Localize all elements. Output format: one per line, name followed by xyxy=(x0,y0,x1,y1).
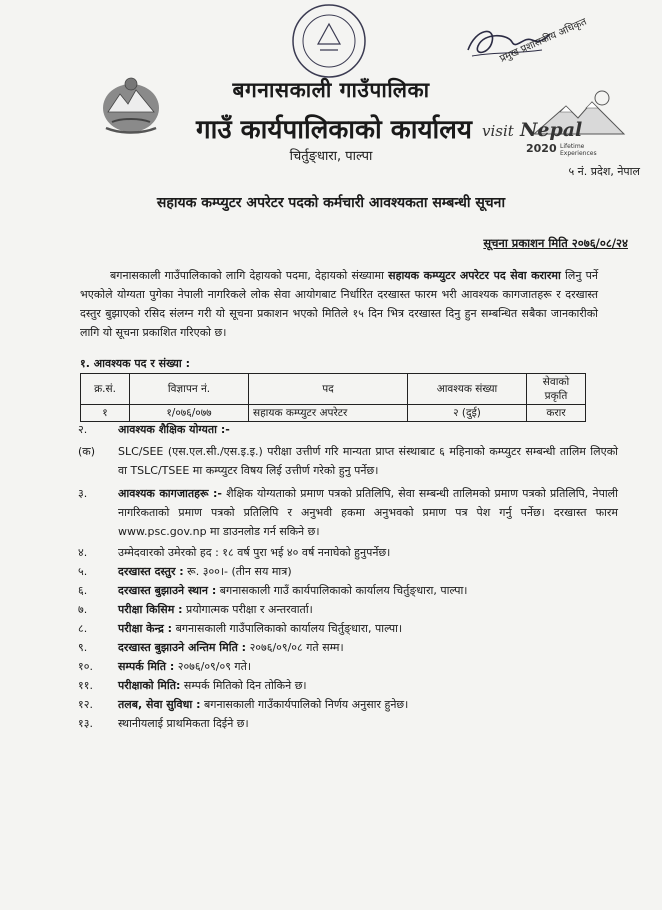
list-item xyxy=(78,562,618,581)
item-number: ७. xyxy=(78,603,88,616)
col-header: सेवाको प्रकृति xyxy=(527,374,586,405)
table-cell: १/०७६/०७७ xyxy=(130,405,249,422)
col-header: क्र.सं. xyxy=(81,374,130,405)
item-label: सम्पर्क मिति : xyxy=(118,660,175,673)
para-text: बगनासकाली गाउँपालिकाको लागि देहायको पदमा, देहायको संख्यामा xyxy=(110,269,389,282)
list-item xyxy=(78,442,618,480)
item-label: दरखास्त बुझाउने अन्तिम मिति : xyxy=(118,641,247,654)
item-number: ४. xyxy=(78,546,88,559)
list-item xyxy=(78,600,618,619)
item-label: परीक्षा केन्द्र : xyxy=(118,622,173,635)
item-number: (क) xyxy=(78,445,96,458)
vacancy-table xyxy=(80,373,586,422)
item-label: आवश्यक शैक्षिक योग्यता :- xyxy=(118,423,230,436)
item-label: दरखास्त बुझाउने स्थान : xyxy=(118,584,217,597)
item-number: ३. xyxy=(78,487,88,500)
table-row xyxy=(81,405,586,422)
item-label: परीक्षाको मिति: xyxy=(118,679,181,692)
item-text: बगनासकाली गाउँकार्यपालिको निर्णय अनुसार हुनेछ। xyxy=(200,698,409,711)
item-number: ९. xyxy=(78,641,88,654)
item-number: ५. xyxy=(78,565,88,578)
list-item xyxy=(78,484,618,541)
intro-paragraph xyxy=(80,266,598,342)
table-cell: १ xyxy=(81,405,130,422)
col-header: विज्ञापन नं. xyxy=(130,374,249,405)
office-stamp xyxy=(290,2,368,80)
item-text: SLC/SEE (एस.एल.सी./एस.इ.इ.) परीक्षा उत्तीर्ण गरि मान्यता प्राप्त संस्थाबाट ६ महिनाको कम्प्युटर सम्बन्धी तालिम लिएको वा TSLC/TSEE मा कम्प्युटर विषय लिई उत्तीर्ण गरेको हुनु पर्नेछ। xyxy=(118,445,618,477)
item-text: सम्पर्क मितिको दिन तोकिने छ। xyxy=(180,679,307,692)
item-number: १३. xyxy=(78,717,93,730)
table-header-row xyxy=(81,374,586,405)
col-header: पद xyxy=(249,374,408,405)
visit-logo-text: Nepal xyxy=(520,119,583,141)
list-item xyxy=(78,543,618,562)
item-number: १२. xyxy=(78,698,93,711)
table-cell: करार xyxy=(527,405,586,422)
item-text: रू. ३००।- (तीन सय मात्र) xyxy=(183,565,292,578)
para-bold-text: सहायक कम्प्युटर अपरेटर पद सेवा करारमा xyxy=(388,269,561,282)
item-text: प्रयोगात्मक परीक्षा र अन्तरवार्ता। xyxy=(182,603,313,616)
item-text: २०७६/०९/०९ गते। xyxy=(174,660,252,673)
list-item xyxy=(78,676,618,695)
section1-heading: १. आवश्यक पद र संख्या : xyxy=(80,357,190,370)
list-item xyxy=(78,638,618,657)
item-text: उम्मेदवारको उमेरको हद : १८ वर्ष पुरा भई ४० वर्ष ननाघेको हुनुपर्नेछ। xyxy=(118,546,391,559)
province: ५ नं. प्रदेश, नेपाल xyxy=(568,165,640,178)
item-text: बगनासकाली गाउँपालिकाको कार्यालय चिर्तुङ्धारा, पाल्पा। xyxy=(172,622,403,635)
side-stamp: प्रमुख प्रशासकीय अधिकृत xyxy=(498,16,589,65)
item-text: स्थानीयलाई प्राथमिकता दिईने छ। xyxy=(118,717,249,730)
item-text: शैक्षिक योग्यताको प्रमाण पत्रको प्रतिलिपि, सेवा सम्बन्धी तालिमको प्रमाण पत्रको प्रतिलिपि, नेपाली नागरिकताको प्रमाण पत्रको प्रतिलिपि र अनुभवी हकमा अनुभवको प्रमाण पत्र पेश गर्नु पर्नेछ। दरखास्त फारम www.psc.gov.np मा डाउनलोड गर्न सकिने छ। xyxy=(118,487,618,538)
item-label: परीक्षा किसिम : xyxy=(118,603,183,616)
list-item xyxy=(78,420,618,439)
list-item xyxy=(78,581,618,600)
svg-text:Lifetime: Lifetime xyxy=(560,143,585,150)
item-number: ६. xyxy=(78,584,88,597)
table-cell: सहायक कम्प्युटर अपरेटर xyxy=(249,405,408,422)
col-header: आवश्यक संख्या xyxy=(408,374,527,405)
item-number: ११. xyxy=(78,679,93,692)
list-item xyxy=(78,619,618,638)
table-cell: २ (दुई) xyxy=(408,405,527,422)
svg-text:Experiences: Experiences xyxy=(560,150,597,157)
svg-text:2020: 2020 xyxy=(526,142,557,155)
item-label: दरखास्त दस्तुर : xyxy=(118,565,184,578)
item-text: बगनासकाली गाउँ कार्यपालिकाको कार्यालय चिर्तुङ्धारा, पाल्पा। xyxy=(216,584,468,597)
publication-date: सूचना प्रकाशन मिति २०७६/०८/२४ xyxy=(483,236,628,250)
list-item xyxy=(78,657,618,676)
item-number: २. xyxy=(78,423,88,436)
para-text: लिनु पर्ने भएकोले योग्यता पुगेका नेपाली नागरिकले लोक सेवा आयोगबाट निर्धारित दरखास्त फारम भरी आवश्यक कागजातहरू र दरखास्त दस्तुर बुझाएको रसिद संलग्न गरी यो सूचना प्रकाशन भएको मितिले १५ दिन भित्र दरखास्त दिनु हुन सम्बन्धित सबैका जानकारीको लागि यो सूचना प्रकाशित गरिएको छ। xyxy=(80,269,598,339)
list-item xyxy=(78,714,618,733)
item-number: ८. xyxy=(78,622,88,635)
item-number: १०. xyxy=(78,660,93,673)
notice-title: सहायक कम्प्युटर अपरेटर पदको कर्मचारी आवश्यकता सम्बन्धी सूचना xyxy=(156,195,506,211)
svg-text:visit: visit xyxy=(482,122,514,140)
item-text: २०७६/०९/०८ गते सम्म। xyxy=(246,641,344,654)
org-name: बगनासकाली गाउँपालिका xyxy=(232,78,430,102)
item-label: तलब, सेवा सुविधा : xyxy=(118,698,201,711)
list-item xyxy=(78,695,618,714)
item-label: आवश्यक कागजातहरू :- xyxy=(118,487,222,500)
office-name: गाउँ कार्यपालिकाको कार्यालय xyxy=(196,115,472,145)
office-location: चिर्तुङ्धारा, पाल्पा xyxy=(289,149,373,164)
